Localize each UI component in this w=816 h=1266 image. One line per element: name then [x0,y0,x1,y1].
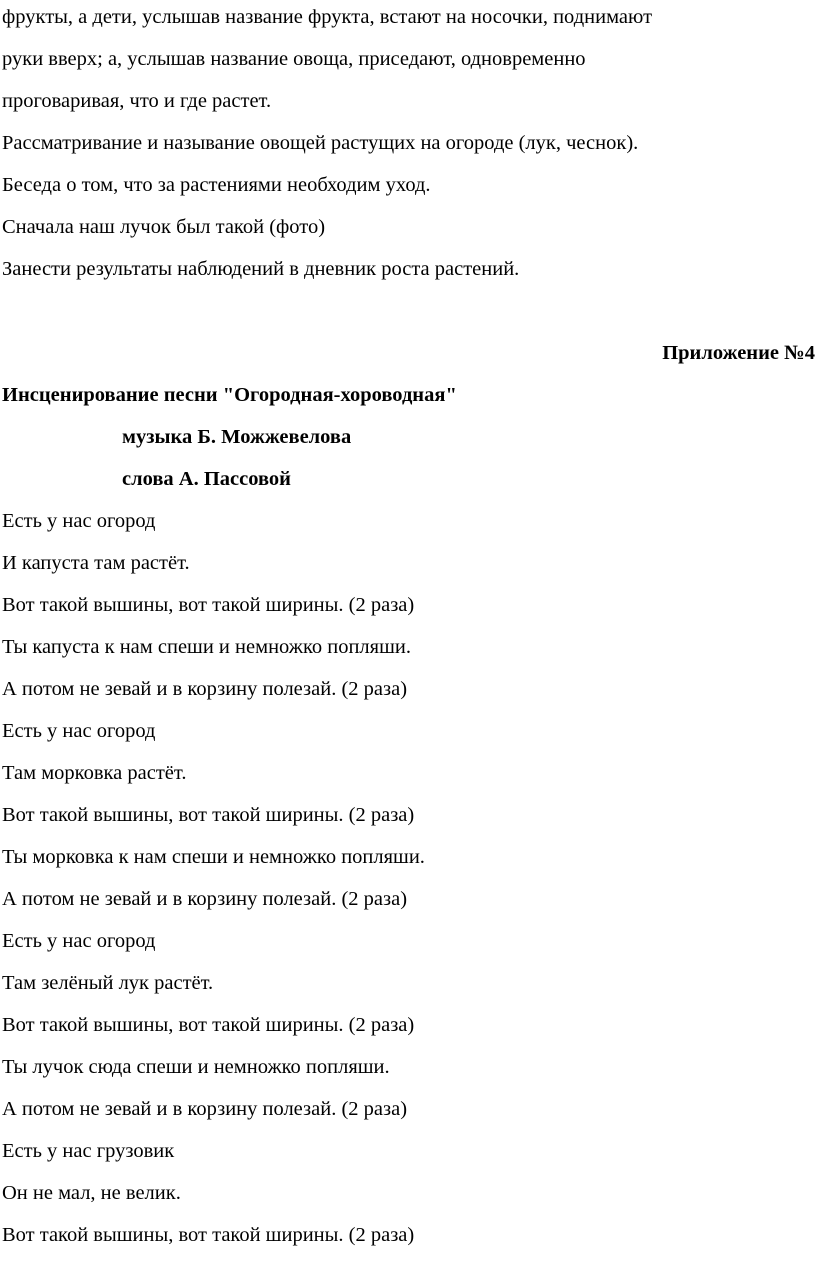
song-line: Он не мал, не велик. [2,1182,181,1204]
song-line: Ты капуста к нам спеши и немножко попляши. [2,636,411,658]
song-line: Есть у нас грузовик [2,1140,175,1162]
song-line: А потом не зевай и в корзину полезай. (2 раза) [2,888,408,910]
song-line: Ты морковка к нам спеши и немножко попляши. [2,846,425,868]
intro-line: проговаривая, что и где растет. [2,90,272,112]
song-line: Вот такой вышины, вот такой ширины. (2 раза) [2,804,415,826]
song-line: Там морковка растёт. [2,762,187,784]
song-line: А потом не зевай и в корзину полезай. (2 раза) [2,678,408,700]
intro-line: Рассматривание и называние овощей растущих на огороде (лук, чеснок). [2,132,639,154]
intro-line: Сначала наш лучок был такой (фото) [2,216,326,238]
words-credit: слова А. Пассовой [122,468,291,490]
song-line: Ты лучок сюда спеши и немножко попляши. [2,1056,390,1078]
intro-line: Занести результаты наблюдений в дневник роста растений. [2,258,520,280]
song-line: Вот такой вышины, вот такой ширины. (2 раза) [2,594,415,616]
song-line: Вот такой вышины, вот такой ширины. (2 раза) [2,1224,415,1246]
intro-line: Беседа о том, что за растениями необходим уход. [2,174,431,196]
song-title: Инсценирование песни "Огородная-хороводная" [2,384,457,406]
intro-line: фрукты, а дети, услышав название фрукта, встают на носочки, поднимают [2,6,653,28]
song-line: Есть у нас огород [2,720,156,742]
song-line: Есть у нас огород [2,930,156,952]
blank-line [2,290,816,332]
document-page [2,0,816,1256]
song-line: Есть у нас огород [2,510,156,532]
song-line: И капуста там растёт. [2,552,190,574]
song-line: Там зелёный лук растёт. [2,972,214,994]
intro-line: руки вверх; а, услышав название овоща, приседают, одновременно [2,48,586,70]
appendix-label: Приложение №4 [662,342,815,364]
song-line: Вот такой вышины, вот такой ширины. (2 раза) [2,1014,415,1036]
song-line: А потом не зевай и в корзину полезай. (2 раза) [2,1098,408,1120]
music-credit: музыка Б. Можжевелова [122,426,352,448]
